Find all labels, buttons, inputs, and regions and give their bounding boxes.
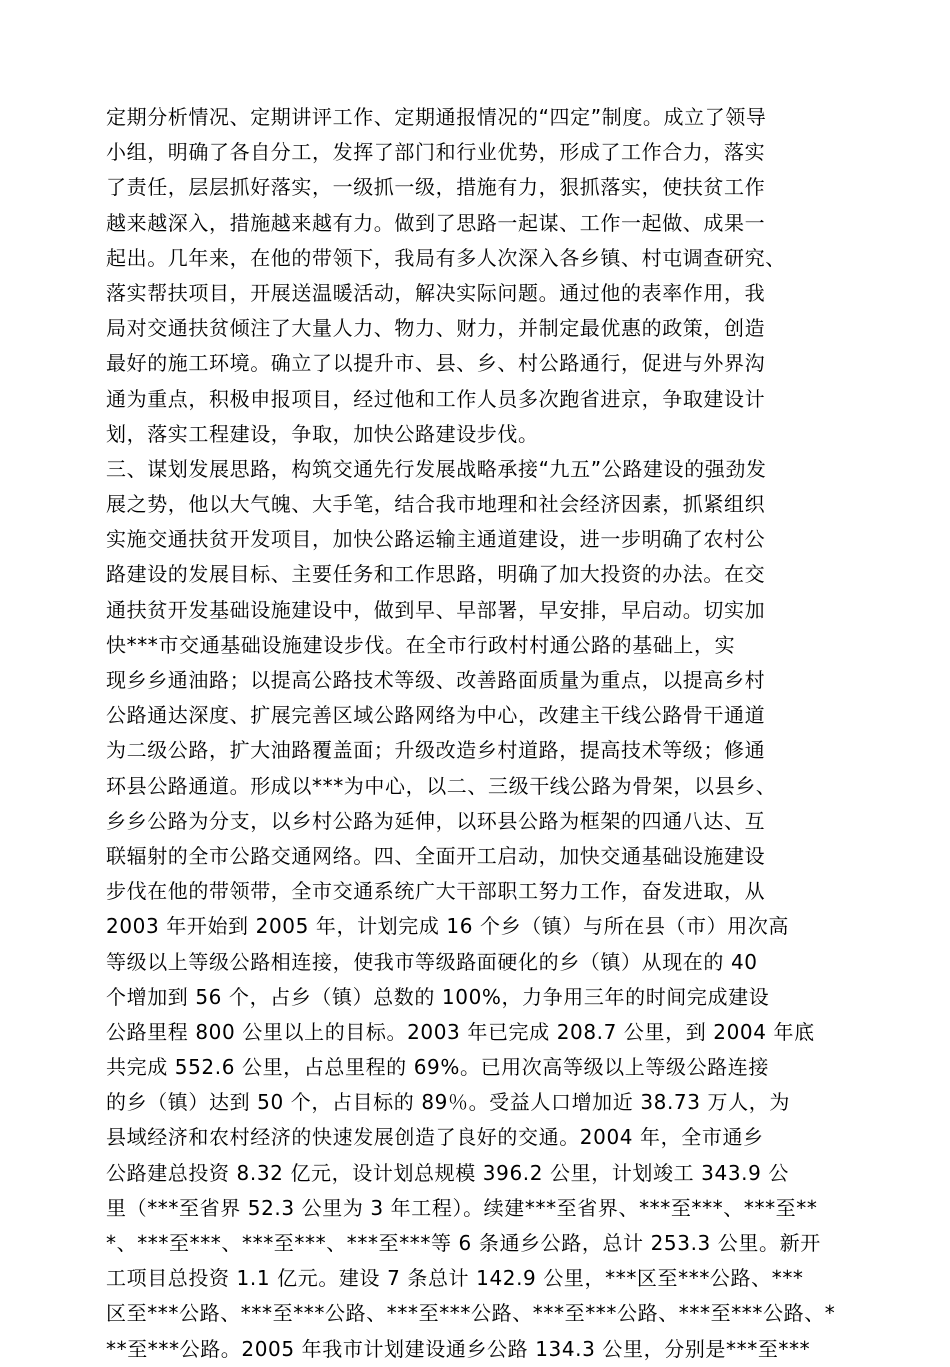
text-line: 共完成 552.6 公里，占总里程的 69%。已用次高等级以上等级公路连接 xyxy=(106,1055,769,1080)
text-line: 公路建总投资 8.32 亿元，设计划总规模 396.2 公里，计划竣工 343.9 公 xyxy=(106,1160,789,1185)
text-line: 局对交通扶贫倾注了大量人力、物力、财力，并制定最优惠的政策，创造 xyxy=(106,316,766,341)
text-line: 现乡乡通油路；以提高公路技术等级、改善路面质量为重点，以提高乡村 xyxy=(106,668,766,692)
text-line: 等级以上等级公路相连接，使我市等级路面硬化的乡（镇）从现在的 40 xyxy=(106,949,758,974)
text-line: 展之势，他以大气魄、大手笔，结合我市地理和社会经济因素，抓紧组织 xyxy=(106,492,766,517)
text-line: 划，落实工程建设，争取，加快公路建设步伐。 xyxy=(106,421,539,446)
text-line: 路建设的发展目标、主要任务和工作思路，明确了加大投资的办法。在交 xyxy=(106,562,766,587)
text-line: 落实帮扶项目，开展送温暖活动，解决实际问题。通过他的表率作用，我 xyxy=(106,280,766,305)
text-line: 联辐射的全市公路交通网络。四、全面开工启动，加快交通基础设施建设 xyxy=(106,843,766,868)
text-line: 步伐在他的带领带，全市交通系统广大干部职工努力工作，奋发进取，从 xyxy=(106,879,766,904)
document-body xyxy=(106,100,866,1367)
text-line: 个增加到 56 个，占乡（镇）总数的 100%，力争用三年的时间完成建设 xyxy=(106,984,770,1009)
text-line: *、***至***、***至***、***至***等 6 条通乡公路，总计 253.3 公里。新开 xyxy=(106,1231,821,1255)
text-line: 了责任，层层抓好落实，一级抓一级，措施有力，狠抓落实，使扶贫工作 xyxy=(106,175,766,200)
text-line: **至***公路。2005 年我市计划建设通乡公路 134.3 公里，分别是***至*** xyxy=(106,1336,811,1361)
text-line: 乡乡公路为分支，以乡村公路为延伸，以环县公路为框架的四通八达、互 xyxy=(106,808,766,833)
text-line: 里（***至省界 52.3 公里为 3 年工程）。续建***至省界、***至***、***至** xyxy=(106,1195,818,1220)
text-line: 越来越深入，措施越来越有力。做到了思路一起谋、工作一起做、成果一 xyxy=(106,210,766,235)
text-line: 快***市交通基础设施建设步伐。在全市行政村村通公路的基础上，实 xyxy=(106,632,736,657)
text-line: 环县公路通道。形成以***为中心，以二、三级干线公路为骨架，以县乡、 xyxy=(106,773,777,798)
text-line: 2003 年开始到 2005 年，计划完成 16 个乡（镇）与所在县（市）用次高 xyxy=(106,914,790,939)
text-line: 公路通达深度、扩展完善区域公路网络为中心，改建主干线公路骨干通道 xyxy=(106,703,766,728)
text-line: 为二级公路，扩大油路覆盖面；升级改造乡村道路，提高技术等级；修通 xyxy=(106,738,766,763)
text-line: 通为重点，积极申报项目，经过他和工作人员多次跑省进京，争取建设计 xyxy=(106,386,766,411)
text-line: 起出。几年来，在他的带领下，我局有多人次深入各乡镇、村屯调查研究、 xyxy=(106,245,786,270)
text-line: 公路里程 800 公里以上的目标。2003 年已完成 208.7 公里，到 2004 年底 xyxy=(106,1019,815,1044)
text-line: 县域经济和农村经济的快速发展创造了良好的交通。2004 年，全市通乡 xyxy=(106,1125,764,1150)
text-line: 的乡（镇）达到 50 个，占目标的 89％。受益人口增加近 38.73 万人，为 xyxy=(106,1090,790,1115)
text-line: 最好的施工环境。确立了以提升市、县、乡、村公路通行，促进与外界沟 xyxy=(106,351,766,376)
text-line: 小组，明确了各自分工，发挥了部门和行业优势，形成了工作合力，落实 xyxy=(106,140,766,165)
text-line: 实施交通扶贫开发项目，加快公路运输主通道建设，进一步明确了农村公 xyxy=(106,527,766,552)
text-line: 工项目总投资 1.1 亿元。建设 7 条总计 142.9 公里，***区至***公路、*** xyxy=(106,1266,804,1291)
text-line: 三、谋划发展思路，构筑交通先行发展战略承接“九五”公路建设的强劲发 xyxy=(106,456,767,481)
text-line: 区至***公路、***至***公路、***至***公路、***至***公路、***至***公路、* xyxy=(106,1301,836,1326)
text-line: 通扶贫开发基础设施建设中，做到早、早部署，早安排，早启动。切实加 xyxy=(106,597,766,622)
text-line: 定期分析情况、定期讲评工作、定期通报情况的“四定”制度。成立了领导 xyxy=(106,105,767,129)
